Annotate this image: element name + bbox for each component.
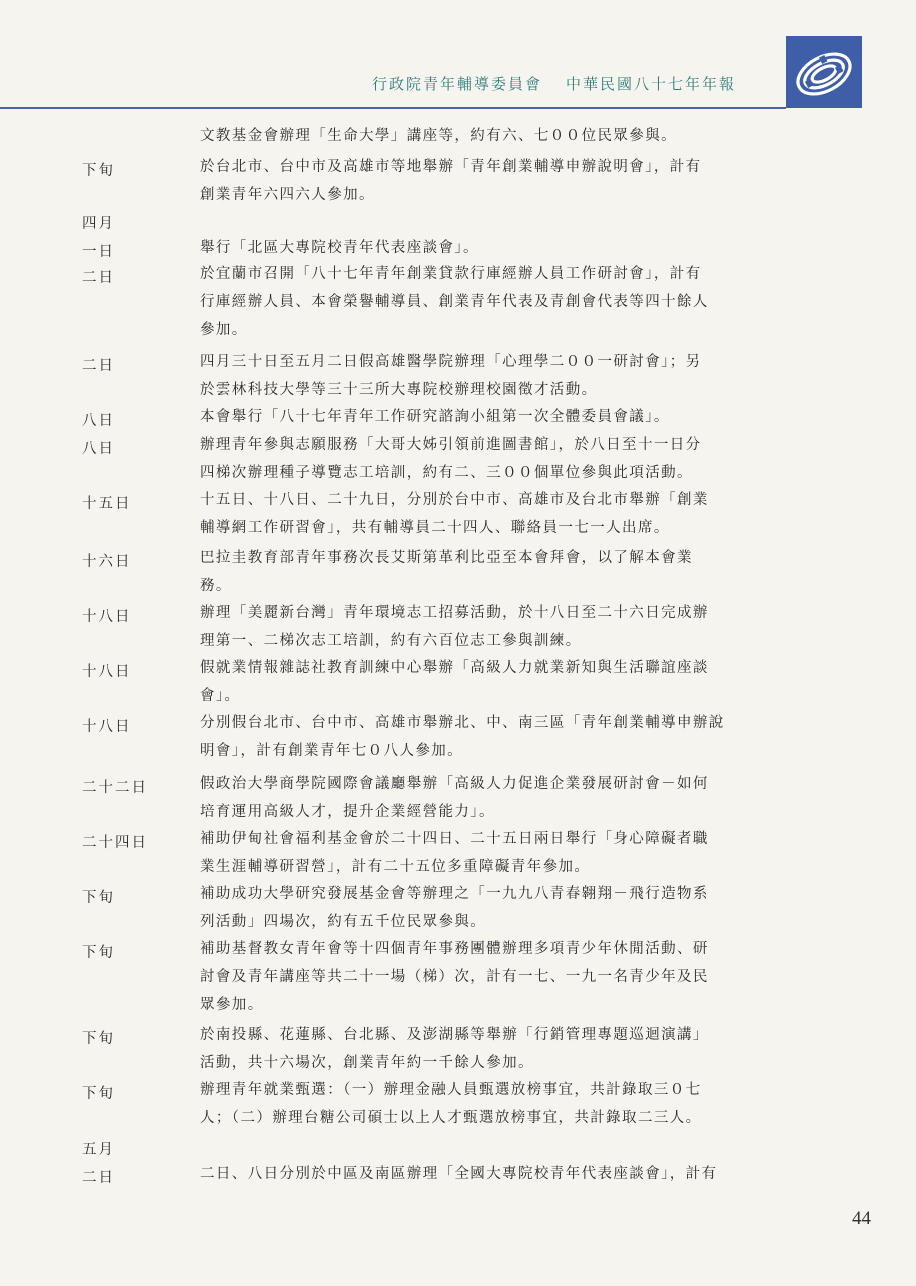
entry-date: 二日 bbox=[82, 1170, 115, 1186]
entry-text-line: 假就業情報雜誌社教育訓練中心舉辦「高級人力就業新知與生活聯誼座談 bbox=[200, 660, 709, 676]
entry-date: 下旬 bbox=[82, 1086, 115, 1102]
entry-text-line: 四梯次辦理種子導覽志工培訓，約有二、三００個單位參與此項活動。 bbox=[200, 465, 693, 482]
entry-date: 二日 bbox=[82, 270, 115, 286]
entry-text-line: 本會舉行「八十七年青年工作研究諮詢小組第一次全體委員會議」。 bbox=[200, 409, 670, 425]
entry-text-line: 舉行「北區大專院校青年代表座談會」。 bbox=[200, 240, 479, 256]
entry-date: 十五日 bbox=[82, 496, 132, 512]
entry-text-line: 假政治大學商學院國際會議廳舉辦「高級人力促進企業發展研討會－如何 bbox=[200, 776, 709, 792]
entry-text-line: 活動，共十六場次，創業青年約一千餘人參加。 bbox=[200, 1055, 534, 1072]
entry-date: 五月 bbox=[82, 1142, 115, 1158]
entry-text-line: 列活動」四場次，約有五千位民眾參與。 bbox=[200, 914, 487, 931]
entry-text-line: 人；（二）辦理台糖公司碩士以上人才甄選放榜事宜，共計錄取二三人。 bbox=[200, 1110, 702, 1127]
entry-date: 四月 bbox=[82, 216, 115, 232]
entry-text-line: 理第一、二梯次志工培訓，約有六百位志工參與訓練。 bbox=[200, 633, 582, 650]
entry-date: 八日 bbox=[82, 441, 115, 457]
entry-date: 十八日 bbox=[82, 609, 132, 625]
entry-date: 八日 bbox=[82, 413, 115, 429]
entry-text-line: 於宜蘭市召開「八十七年青年創業貸款行庫經辦人員工作研討會」，計有 bbox=[200, 266, 702, 282]
entry-date: 下旬 bbox=[82, 890, 115, 906]
entry-text-line: 於雲林科技大學等三十三所大專院校辦理校園徵才活動。 bbox=[200, 382, 598, 399]
entry-text-line: 文教基金會辦理「生命大學」講座等，約有六、七００位民眾參與。 bbox=[200, 128, 677, 144]
header-org: 行政院青年輔導委員會 bbox=[372, 75, 543, 93]
entry-text-line: 於南投縣、花蓮縣、台北縣、及澎湖縣等舉辦「行銷管理專題巡迴演講」 bbox=[200, 1027, 709, 1043]
entry-text-line: 補助基督教女青年會等十四個青年事務團體辦理多項青少年休閒活動、研 bbox=[200, 941, 709, 957]
entry-text-line: 業生涯輔導研習營」，計有二十五位多重障礙青年參加。 bbox=[200, 859, 591, 876]
entry-date: 十八日 bbox=[82, 719, 132, 735]
entry-text-line: 會」。 bbox=[200, 688, 241, 705]
entry-text-line: 明會」，計有創業青年七０八人參加。 bbox=[200, 743, 464, 760]
entry-date: 十八日 bbox=[82, 664, 132, 680]
entry-text-line: 眾參加。 bbox=[200, 997, 264, 1014]
entry-text-line: 創業青年六四六人參加。 bbox=[200, 187, 375, 204]
page-number: 44 bbox=[852, 1208, 871, 1229]
entry-text-line: 辦理青年就業甄選：（一）辦理金融人員甄選放榜事宜，共計錄取三０七 bbox=[200, 1082, 702, 1098]
entry-text-line: 於台北市、台中市及高雄市等地舉辦「青年創業輔導申辦說明會」，計有 bbox=[200, 159, 702, 175]
entry-date: 下旬 bbox=[82, 945, 115, 961]
entry-date: 二日 bbox=[82, 358, 115, 374]
entry-date: 二十二日 bbox=[82, 780, 148, 796]
entry-text-line: 十五日、十八日、二十九日，分別於台中市、高雄市及台北市舉辦「創業 bbox=[200, 492, 709, 508]
entry-text-line: 行庫經辦人員、本會榮譽輔導員、創業青年代表及青創會代表等四十餘人 bbox=[200, 294, 709, 311]
entry-text-line: 務。 bbox=[200, 578, 232, 595]
entry-text-line: 輔導網工作研習會」，共有輔導員二十四人、聯絡員一七一人出席。 bbox=[200, 520, 670, 537]
entry-text-line: 二日、八日分別於中區及南區辦理「全國大專院校青年代表座談會」，計有 bbox=[200, 1166, 718, 1182]
entry-text-line: 補助成功大學研究發展基金會等辦理之「一九九八青春翱翔－飛行造物系 bbox=[200, 886, 709, 902]
entry-text-line: 辦理青年參與志願服務「大哥大姊引領前進圖書館」，於八日至十一日分 bbox=[200, 437, 702, 453]
entry-text-line: 培育運用高級人才，提升企業經營能力」。 bbox=[200, 804, 495, 821]
entry-text-line: 巴拉圭教育部青年事務次長艾斯第革利比亞至本會拜會，以了解本會業 bbox=[200, 550, 693, 566]
header-report: 中華民國八十七年年報 bbox=[566, 75, 737, 93]
entry-date: 十六日 bbox=[82, 554, 132, 570]
entry-date: 下旬 bbox=[82, 1031, 115, 1047]
entry-text-line: 辦理「美麗新台灣」青年環境志工招募活動，於十八日至二十六日完成辦 bbox=[200, 605, 709, 621]
entry-text-line: 補助伊甸社會福利基金會於二十四日、二十五日兩日舉行「身心障礙者職 bbox=[200, 831, 709, 847]
entry-text-line: 參加。 bbox=[200, 322, 248, 339]
entry-date: 下旬 bbox=[82, 163, 115, 179]
entry-text-line: 討會及青年講座等共二十一場（梯）次，計有一七、一九一名青少年及民 bbox=[200, 969, 709, 986]
entry-date: 一日 bbox=[82, 244, 115, 260]
entry-text-line: 分別假台北市、台中市、高雄市舉辦北、中、南三區「青年創業輔導申辦說 bbox=[200, 715, 725, 731]
entry-date: 二十四日 bbox=[82, 835, 148, 851]
entry-text-line: 四月三十日至五月二日假高雄醫學院辦理「心理學二００一研討會」；另 bbox=[200, 354, 702, 370]
